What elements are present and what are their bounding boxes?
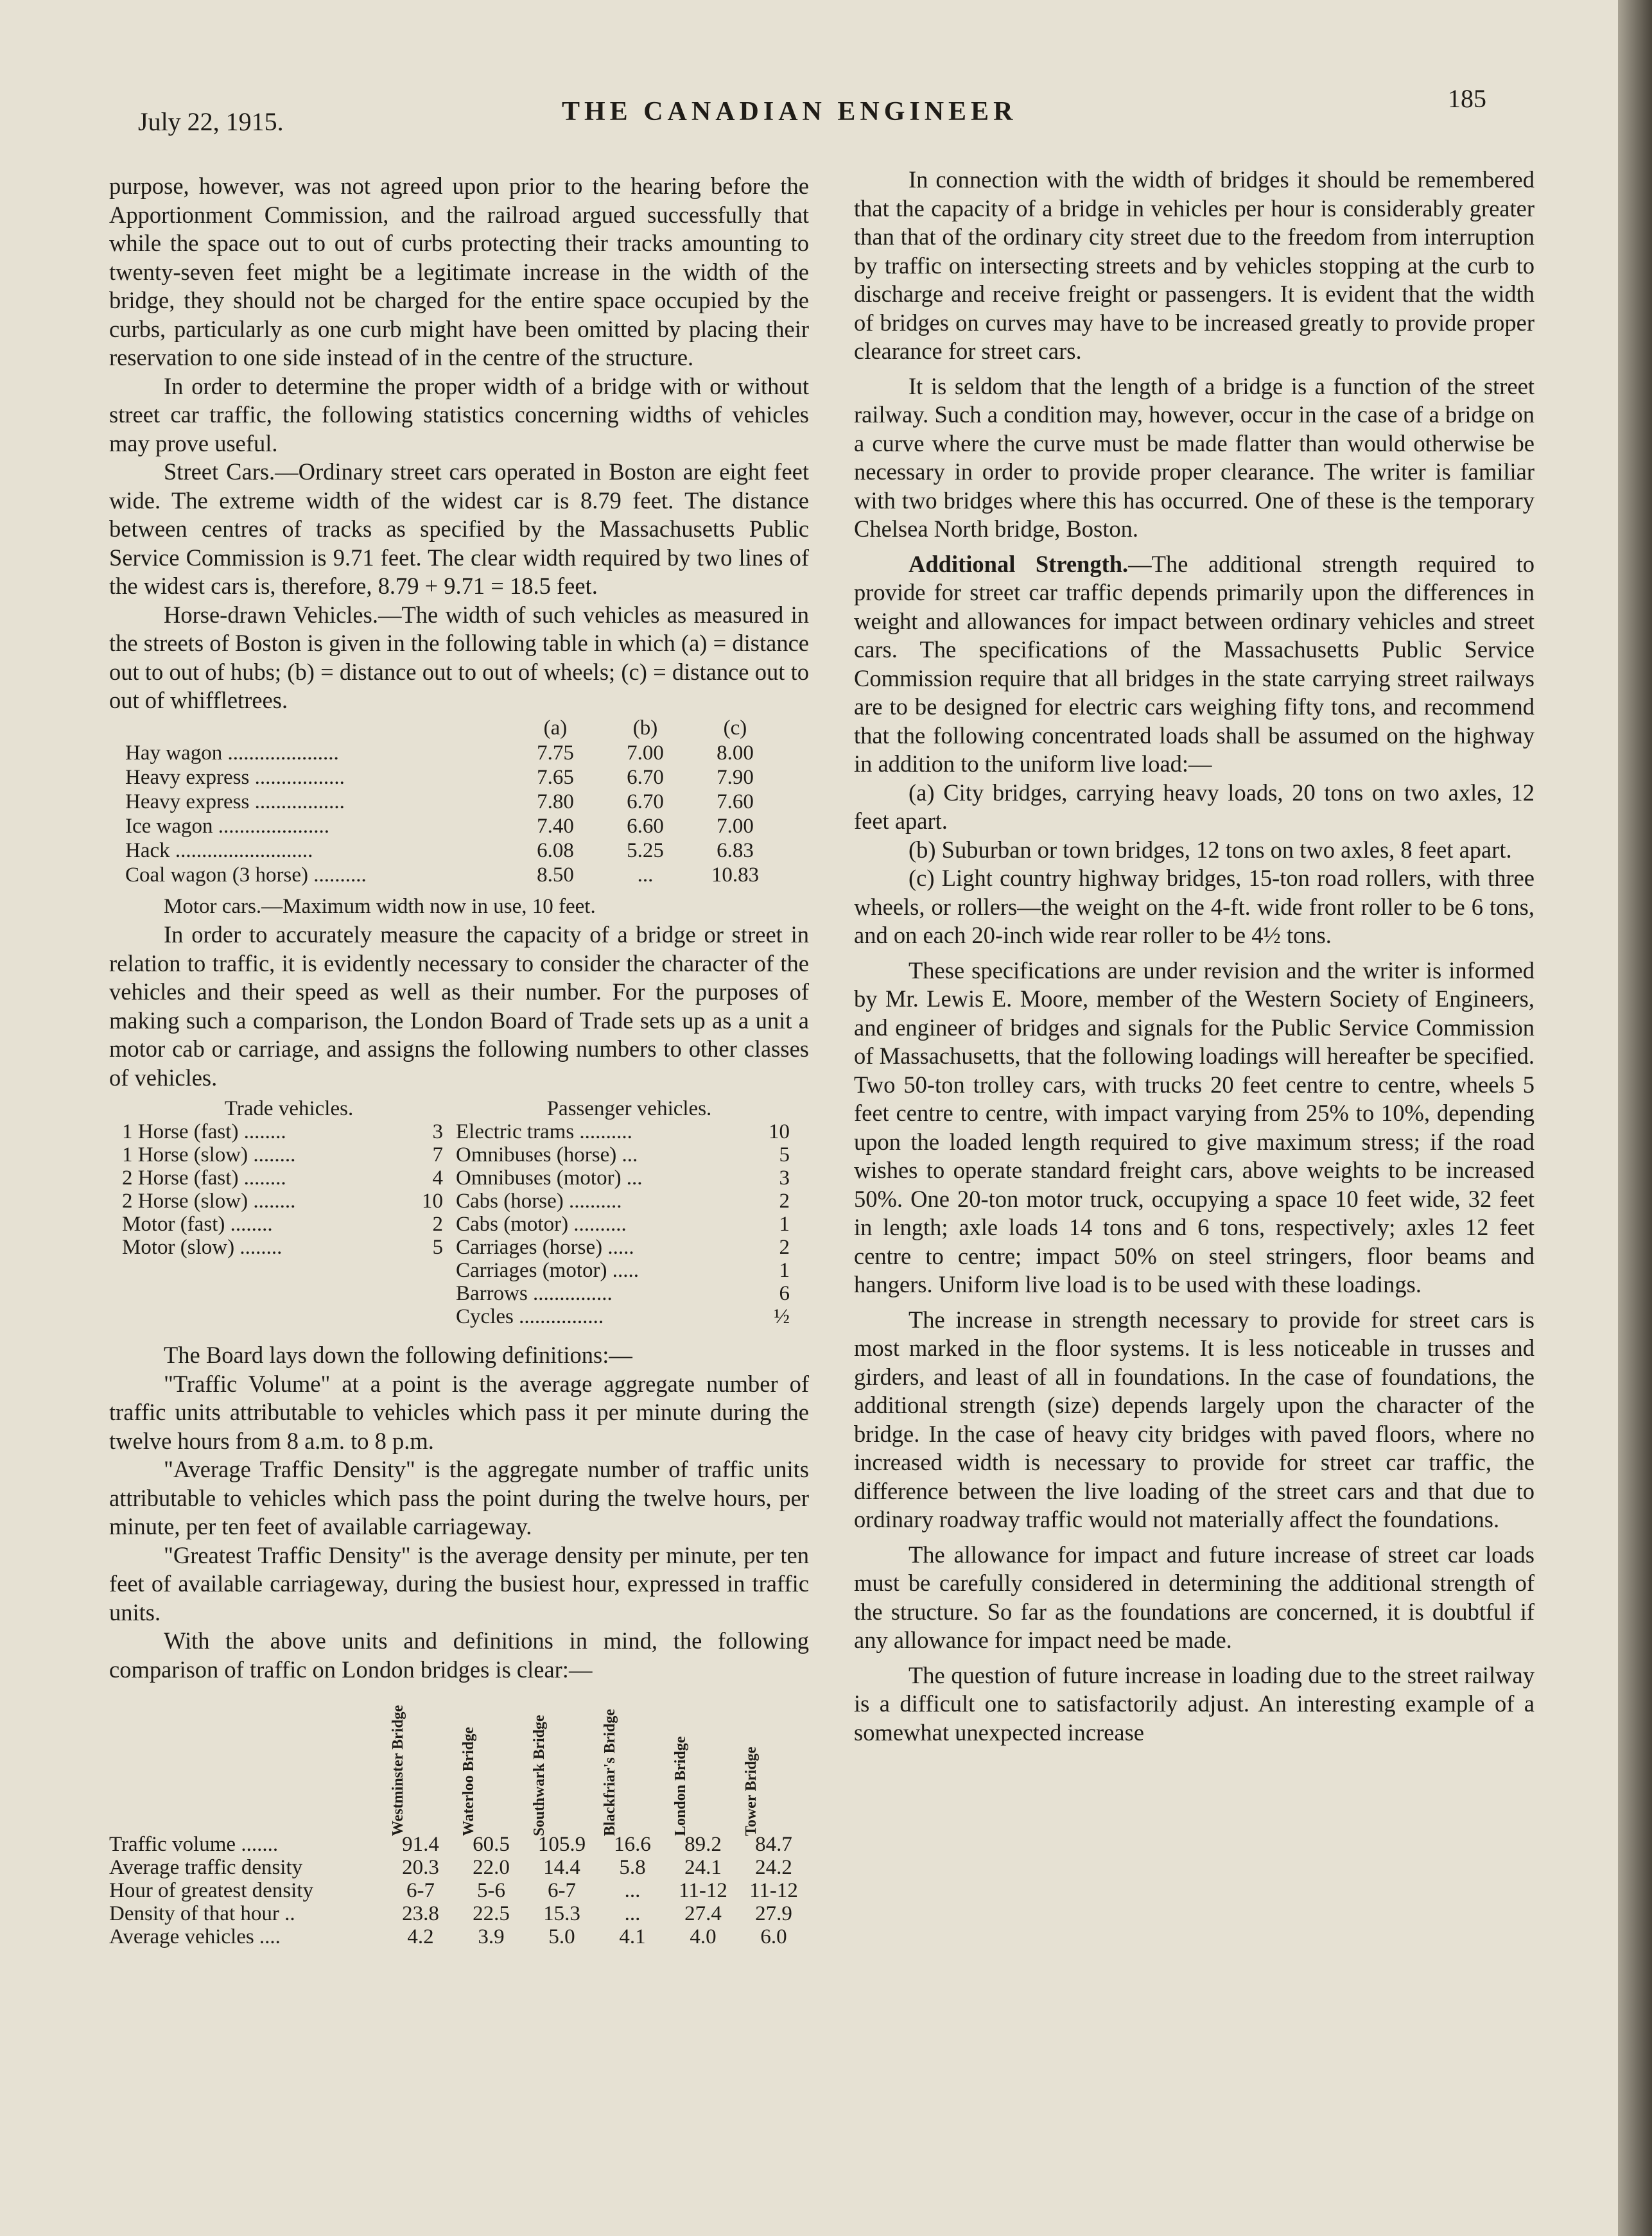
table-row: [125, 741, 780, 765]
cell: 22.0: [473, 1856, 510, 1879]
table-row: [109, 1925, 809, 1948]
cell: 22.5: [473, 1902, 510, 1925]
list-item: [122, 1213, 456, 1236]
cell: 16.6: [614, 1833, 651, 1856]
column-header: (c): [723, 716, 747, 740]
bridge-name: Southwark Bridge: [531, 1715, 548, 1836]
item-value: 1: [779, 1213, 790, 1236]
list-item: [456, 1190, 803, 1213]
item-value: 2: [779, 1236, 790, 1259]
cell: 4.1: [619, 1925, 646, 1948]
list-item: [456, 1120, 803, 1143]
paragraph: These specifications are under revision and the writer is informed by Mr. Lewis E. Moore, member of the Western Society of Engineers, and engineer of bridges and signals for the Public Service Commission of Massachusetts, that the following loadings will hereafter be specified. Two 50-ton trolley cars, with trucks 20 feet centre to centre, wheels 5 feet centre to centre, with impact varying from 25% to 10%, depending upon the loaded length required to give maximum stress; if the road wishes to operate standard freight cars, above weights to be increased 50%. One 20-ton motor truck, occupying a space 10 feet wide, 32 feet in length; axle loads 14 tons and 6 tons, respectively; axles 12 feet centre to centre; impact 50% on steel stringers, floor beams and hangers. Uniform live load is to be used with these loadings.: [854, 957, 1535, 1297]
item-name: Cabs (horse) ..........: [456, 1190, 622, 1213]
table-row: [109, 1902, 809, 1925]
paragraph: purpose, however, was not agreed upon prior to the hearing before the Apportionment Commission, and the railroad argued successfully that while the space out to out of curbs protecting their tracks amounting to twenty-seven feet might be a legitimate increase in the width of the bridge, they should not be charged for the entire space occupied by the curbs, particularly as one curb might have been omitted by placing their reservation to one side instead of in the centre of the structure.: [109, 173, 809, 370]
item-value: 10: [769, 1120, 790, 1143]
cell: 6-7: [548, 1879, 576, 1902]
cell: 6.83: [717, 838, 754, 862]
cell: 4.0: [690, 1925, 717, 1948]
page-header: [138, 83, 1486, 135]
cell: 105.9: [537, 1833, 586, 1856]
list-item: [456, 1282, 803, 1305]
cell: 89.2: [684, 1833, 722, 1856]
vehicle-name: Coal wagon (3 horse) ..........: [125, 863, 367, 887]
item-name: Motor (fast) ........: [122, 1213, 273, 1236]
cell: 8.50: [537, 863, 574, 887]
vehicle-name: Heavy express .................: [125, 790, 345, 813]
list-item: [456, 1259, 803, 1282]
item-value: 10: [422, 1190, 443, 1213]
item-name: Omnibuses (motor) ...: [456, 1166, 643, 1190]
item-name: 1 Horse (fast) ........: [122, 1120, 286, 1143]
cell: 15.3: [543, 1902, 580, 1925]
item-name: 2 Horse (slow) ........: [122, 1190, 296, 1213]
paragraph: The allowance for impact and future increase of street car loads must be carefully considered in determining the additional strength of the structure. So far as the foundations are concerned, it is doubtful if any allowance for impact need be made.: [854, 1541, 1535, 1653]
cell: 5.0: [548, 1925, 575, 1948]
cell: 7.60: [717, 790, 754, 813]
paragraph: The Board lays down the following definitions:—: [164, 1342, 632, 1368]
item-name: 1 Horse (slow) ........: [122, 1143, 296, 1166]
paragraph: It is seldom that the length of a bridge is a function of the street railway. Such a condition may, however, occur in the case of a bridge on a curve where the curve must be made flatter than would otherwise be necessary in order to provide proper clearance. The writer is familiar with two bridges where this has occurred. One of these is the temporary Chelsea North bridge, Boston.: [854, 372, 1535, 542]
cell: 91.4: [402, 1833, 439, 1856]
cell: 14.4: [543, 1856, 580, 1879]
column-header: [385, 1692, 456, 1836]
paragraph: The question of future increase in loading due to the street railway is a difficult one to satisfactorily adjust. An interesting example of a somewhat unexpected increase: [854, 1661, 1535, 1746]
table-row: [109, 1879, 809, 1902]
item-name: Barrows ...............: [456, 1282, 613, 1305]
column-header: [456, 1692, 526, 1836]
bridge-name: Blackfriar's Bridge: [602, 1709, 618, 1836]
item-value: 4: [432, 1166, 443, 1190]
paragraph-text: —The additional strength required to provide for street car traffic depends primarily upon the differences in weight and allowances for impact between ordinary vehicles and street cars. The specifications of the Massachusetts Public Service Commission require that all bridges in the state carrying street railways are to be designed for electric cars weighing fifty tons, and recommend that the following concentrated loads shall be assumed on the highway in addition to the uniform live load:—: [854, 550, 1535, 777]
list-item: [456, 1236, 803, 1259]
table-row: [125, 814, 780, 838]
paragraph: (a) City bridges, carrying heavy loads, 20 tons on two axles, 12 feet apart.: [854, 779, 1535, 834]
paragraph: With the above units and definitions in mind, the following comparison of traffic on London bridges is clear:—: [109, 1627, 809, 1683]
paragraph: "Greatest Traffic Density" is the average density per minute, per ten feet of available carriageway, during the busiest hour, expressed in traffic units.: [109, 1541, 809, 1625]
vehicle-name: Ice wagon .....................: [125, 814, 330, 838]
cell: 6-7: [406, 1879, 435, 1902]
cell: ...: [624, 1879, 641, 1902]
trade-vehicles-heading: Trade vehicles.: [224, 1097, 354, 1120]
paragraph: In connection with the width of bridges it should be remembered that the capacity of a bridge in vehicles per hour is considerably greater than that of the ordinary city street due to the freedom from interruption by traffic on intersecting streets and by vehicles stopping at the curb to discharge and receive freight or passengers. It is evident that the width of bridges on curves may have to be increased greatly to provide proper clearance for street cars.: [854, 166, 1535, 364]
cell: 6.70: [627, 790, 664, 813]
cell: 3.9: [478, 1925, 505, 1948]
list-item: [122, 1166, 456, 1190]
item-name: Cabs (motor) ..........: [456, 1213, 627, 1236]
item-value: 5: [779, 1143, 790, 1166]
cell: 7.75: [537, 741, 574, 765]
cell: 6.60: [627, 814, 664, 838]
paragraph: The increase in strength necessary to provide for street cars is most marked in the floor systems. It is less noticeable in trusses and girders, and least of all in foundations. In the case of foundations, the additional strength (size) depends largely upon the character of the bridge. In the case of heavy city bridges with paved floors, where no increased width is necessary to provide for street car traffic, the difference between the live loading of the street cars and that due to ordinary roadway traffic would not materially affect the foundations.: [854, 1306, 1535, 1532]
item-value: 3: [779, 1166, 790, 1190]
cell: 8.00: [717, 741, 754, 765]
cell: ...: [637, 863, 654, 887]
vehicle-width-table: [125, 715, 780, 887]
cell: 7.65: [537, 765, 574, 789]
paragraph: Street Cars.—Ordinary street cars operated in Boston are eight feet wide. The extreme width of the widest car is 8.79 feet. The distance between centres of tracks as specified by the Massachusetts Public Service Commission is 9.71 feet. The clear width required by two lines of the widest cars is, therefore, 8.79 + 9.71 = 18.5 feet.: [109, 458, 809, 599]
paragraph: "Average Traffic Density" is the aggregate number of traffic units attributable to vehicles which pass the point during the twelve hours, per minute, per ten feet of available carriageway.: [109, 1456, 809, 1539]
table-header-row: [109, 1692, 809, 1833]
cell: 10.83: [711, 863, 760, 887]
cell: ...: [624, 1902, 641, 1925]
vehicle-name: Heavy express .................: [125, 765, 345, 789]
item-value: 1: [779, 1259, 790, 1282]
column-header: [526, 1692, 597, 1836]
cell: 6.08: [537, 838, 574, 862]
cell: 7.00: [627, 741, 664, 765]
cell: 7.40: [537, 814, 574, 838]
item-name: Omnibuses (horse) ...: [456, 1143, 638, 1166]
traffic-unit-lists: [109, 1097, 809, 1328]
cell: 11-12: [749, 1879, 798, 1902]
item-value: 5: [432, 1236, 443, 1259]
list-item: [456, 1305, 803, 1328]
cell: 6.70: [627, 765, 664, 789]
cell: 84.7: [755, 1833, 792, 1856]
cell: 27.4: [684, 1902, 722, 1925]
cell: 60.5: [473, 1833, 510, 1856]
column-header: [597, 1692, 668, 1836]
bridge-name: Waterloo Bridge: [460, 1727, 477, 1836]
cell: 5.25: [627, 838, 664, 862]
item-value: 7: [432, 1143, 443, 1166]
row-label: Traffic volume .......: [109, 1833, 279, 1856]
table-row: [125, 838, 780, 863]
trade-vehicles-list: [109, 1097, 456, 1328]
cell: 20.3: [402, 1856, 439, 1879]
row-label: Average vehicles ....: [109, 1925, 281, 1948]
item-name: Carriages (horse) .....: [456, 1236, 634, 1259]
row-label: Average traffic density: [109, 1856, 303, 1879]
cell: 24.2: [755, 1856, 792, 1879]
vehicle-name: Hack ..........................: [125, 838, 313, 862]
item-name: 2 Horse (fast) ........: [122, 1166, 286, 1190]
list-item: [122, 1236, 456, 1259]
page-number: 185: [1448, 84, 1486, 113]
table-row: [109, 1856, 809, 1879]
item-value: 2: [432, 1213, 443, 1236]
table-row: [109, 1833, 809, 1856]
cell: 7.90: [717, 765, 754, 789]
row-label: Hour of greatest density: [109, 1879, 313, 1902]
list-item: [456, 1166, 803, 1190]
right-column: [854, 166, 1535, 1747]
column-header: (b): [632, 716, 658, 740]
item-name: Cycles ................: [456, 1305, 604, 1328]
list-item: [456, 1143, 803, 1166]
column-header: [738, 1692, 809, 1836]
paragraph: In order to determine the proper width of a bridge with or without street car traffic, the following statistics concerning widths of vehicles may prove useful.: [109, 372, 809, 456]
passenger-vehicles-list: [456, 1097, 803, 1328]
book-spine: [1618, 0, 1652, 2236]
table-row: [125, 863, 780, 887]
bridge-name: Tower Bridge: [743, 1746, 760, 1836]
paragraph: In order to accurately measure the capacity of a bridge or street in relation to traffic, it is evidently necessary to consider the character of the vehicles and their speed as well as their number. For the purposes of making such a comparison, the London Board of Trade sets up as a unit a motor cab or carriage, and assigns the following numbers to other classes of vehicles.: [109, 921, 809, 1091]
cell: 23.8: [402, 1902, 439, 1925]
table-row: [125, 765, 780, 790]
item-name: Carriages (motor) .....: [456, 1259, 639, 1282]
cell: 4.2: [407, 1925, 434, 1948]
list-item: [122, 1120, 456, 1143]
row-label: Density of that hour ..: [109, 1902, 295, 1925]
left-column: [109, 172, 809, 1948]
journal-title: THE CANADIAN ENGINEER: [562, 97, 1018, 126]
paragraph: (b) Suburban or town bridges, 12 tons on two axles, 8 feet apart.: [909, 836, 1512, 863]
item-value: 6: [779, 1282, 790, 1305]
list-item: [122, 1143, 456, 1166]
list-item: [122, 1190, 456, 1213]
bridge-name: Westminster Bridge: [390, 1704, 406, 1836]
item-name: Motor (slow) ........: [122, 1236, 283, 1259]
motor-car-note: Motor cars.—Maximum width now in use, 10 feet.: [164, 894, 596, 918]
cell: 24.1: [684, 1856, 722, 1879]
bridge-name: London Bridge: [672, 1736, 689, 1836]
london-bridges-table: [109, 1692, 809, 1948]
cell: 7.80: [537, 790, 574, 813]
item-value: 2: [779, 1190, 790, 1213]
section-heading: Additional Strength.: [909, 550, 1129, 577]
cell: 5.8: [619, 1856, 646, 1879]
paragraph: (c) Light country highway bridges, 15-ton road rollers, with three wheels, or rollers—the weight on the 4-ft. wide front roller to be 6 tons, and on each 20-inch wide rear roller to be 4½ tons.: [854, 865, 1535, 948]
paragraph: "Traffic Volume" at a point is the average aggregate number of traffic units attributable to vehicles which pass it per minute during the twelve hours from 8 a.m. to 8 p.m.: [109, 1370, 809, 1454]
cell: 27.9: [755, 1902, 792, 1925]
issue-date: July 22, 1915.: [138, 107, 284, 136]
cell: 5-6: [477, 1879, 505, 1902]
table-row: [125, 790, 780, 814]
cell: 11-12: [679, 1879, 727, 1902]
cell: 6.0: [760, 1925, 787, 1948]
item-value: ½: [774, 1305, 790, 1328]
column-header: (a): [543, 716, 568, 740]
item-name: Electric trams ..........: [456, 1120, 632, 1143]
item-value: 3: [432, 1120, 443, 1143]
table-header-row: [125, 715, 780, 741]
column-header: [668, 1692, 738, 1836]
vehicle-name: Hay wagon .....................: [125, 741, 339, 765]
cell: 7.00: [717, 814, 754, 838]
paragraph: Horse-drawn Vehicles.—The width of such vehicles as measured in the streets of Boston is given in the following table in which (a) = distance out to out of hubs; (b) = distance out to out of wheels; (c) = distance out to out of whiffletrees.: [109, 601, 809, 713]
passenger-vehicles-heading: Passenger vehicles.: [546, 1097, 712, 1120]
paragraph: [854, 550, 1535, 779]
list-item: [456, 1213, 803, 1236]
